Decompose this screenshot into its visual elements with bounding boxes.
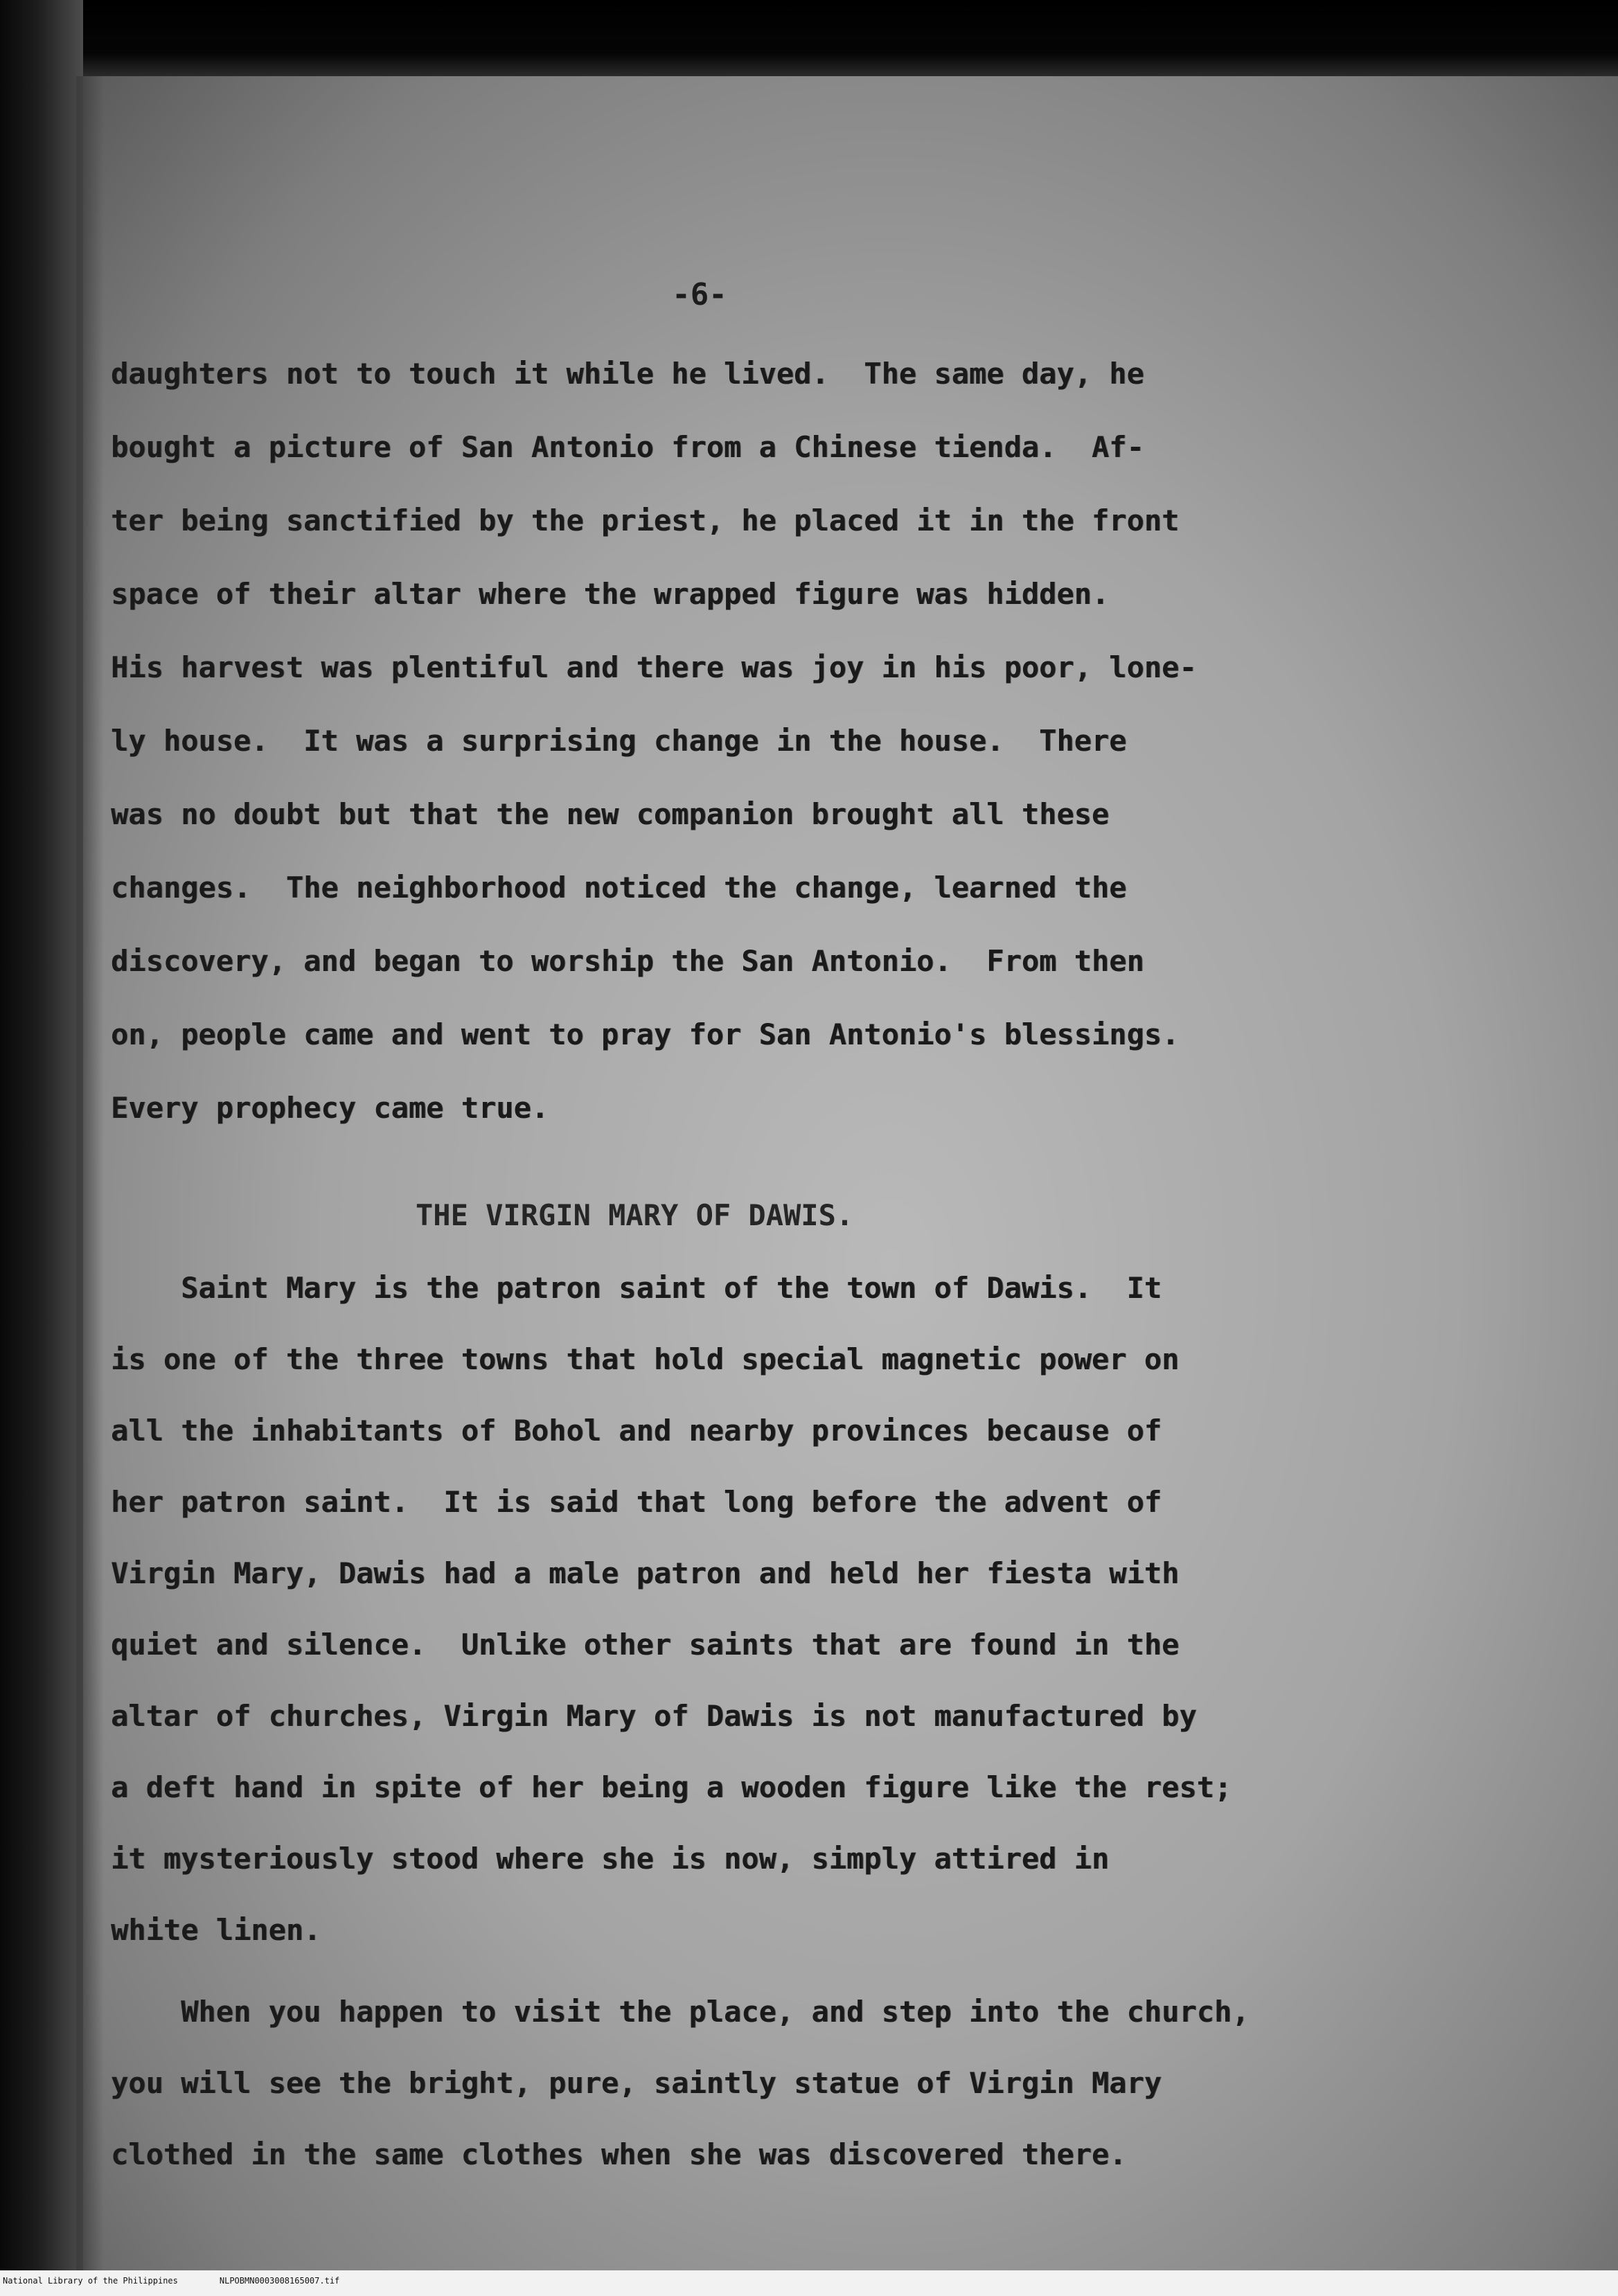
footer-library: National Library of the Philippines — [3, 2276, 178, 2286]
text-line: was no doubt but that the new companion brought all these — [111, 797, 1110, 831]
text-line: space of their altar where the wrapped figure was hidden. — [111, 577, 1110, 611]
text-line: quiet and silence. Unlike other saints that are found in the — [111, 1628, 1180, 1662]
text-line: Saint Mary is the patron saint of the town of Dawis. It — [111, 1271, 1162, 1305]
footer-file-id: NLPOBMN0003008165007.tif — [219, 2276, 340, 2286]
text-line: clothed in the same clothes when she was discovered there. — [111, 2137, 1127, 2171]
section-heading: THE VIRGIN MARY OF DAWIS. — [416, 1198, 854, 1232]
text-line: all the inhabitants of Bohol and nearby provinces because of — [111, 1414, 1162, 1448]
text-line: Every prophecy came true. — [111, 1091, 549, 1125]
text-line: discovery, and began to worship the San Antonio. From then — [111, 944, 1144, 978]
text-line: ly house. It was a surprising change in the house. There — [111, 724, 1127, 758]
text-line: bought a picture of San Antonio from a Chinese tienda. Af- — [111, 430, 1144, 464]
text-line: altar of churches, Virgin Mary of Dawis is not manufactured by — [111, 1699, 1197, 1733]
text-line: a deft hand in spite of her being a wooden figure like the rest; — [111, 1770, 1232, 1804]
footer-credits — [3, 2276, 381, 2286]
text-line: His harvest was plentiful and there was joy in his poor, lone- — [111, 650, 1197, 684]
scan-left-border — [0, 0, 83, 2296]
page-number: -6- — [672, 277, 727, 312]
text-line: When you happen to visit the place, and step into the church, — [111, 1995, 1250, 2029]
text-line: on, people came and went to pray for San Antonio's blessings. — [111, 1017, 1180, 1051]
scan-left-shadow — [76, 76, 104, 2272]
text-line: you will see the bright, pure, saintly statue of Virgin Mary — [111, 2066, 1162, 2100]
text-line: her patron saint. It is said that long before the advent of — [111, 1485, 1162, 1519]
text-line: ter being sanctified by the priest, he placed it in the front — [111, 504, 1180, 537]
text-line: it mysteriously stood where she is now, simply attired in — [111, 1842, 1110, 1876]
text-line: white linen. — [111, 1913, 321, 1947]
text-line: daughters not to touch it while he lived. The same day, he — [111, 357, 1144, 391]
text-line: Virgin Mary, Dawis had a male patron and held her fiesta with — [111, 1556, 1180, 1590]
scan-top-border — [0, 0, 1618, 76]
text-line: changes. The neighborhood noticed the change, learned the — [111, 871, 1127, 905]
text-line: is one of the three towns that hold special magnetic power on — [111, 1342, 1180, 1376]
